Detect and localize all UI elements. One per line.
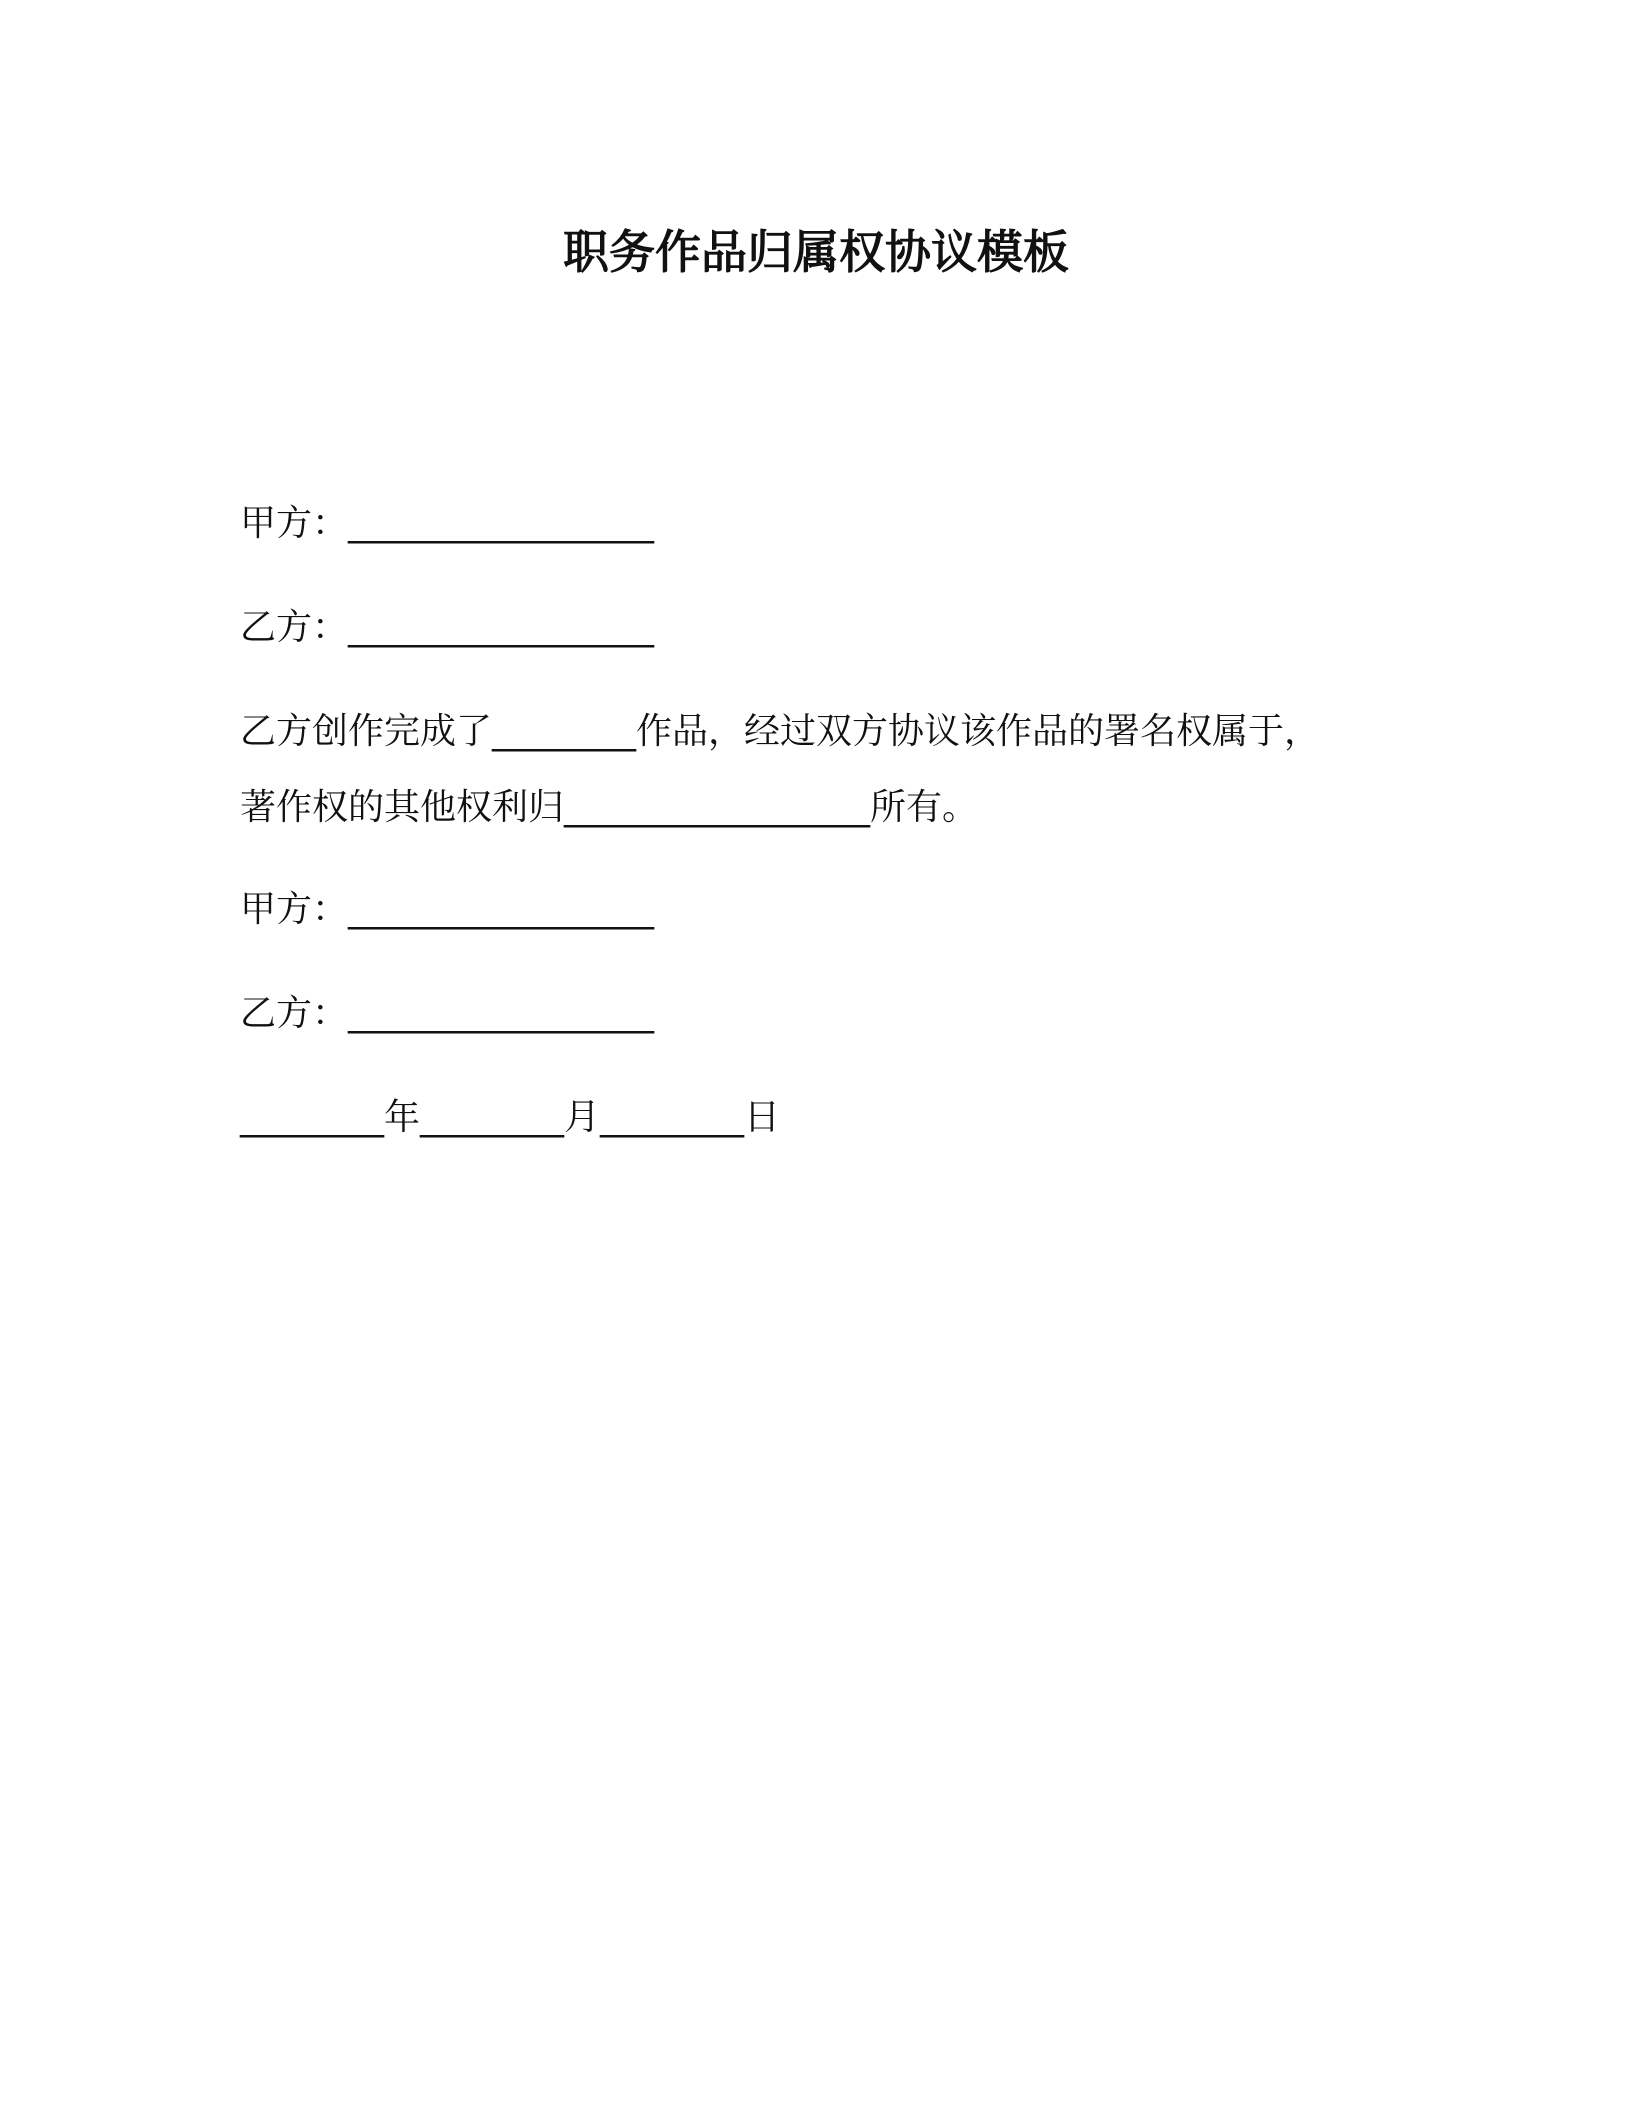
party-a-field: 甲方：_________________: [240, 503, 655, 544]
party-b-signature-field: 乙方：_________________: [240, 993, 655, 1034]
party-a-signature-field: 甲方：_________________: [240, 889, 655, 930]
agreement-body-line-1: 乙方创作完成了________作品，经过双方协议该作品的署名权属于，: [240, 711, 1321, 752]
agreement-body-line-2: 著作权的其他权利归_________________所有。: [240, 787, 979, 828]
document-title: 职务作品归属权协议模板: [563, 225, 1069, 279]
party-b-field: 乙方：_________________: [240, 607, 655, 648]
date-field: ________年________月________日: [240, 1097, 780, 1138]
